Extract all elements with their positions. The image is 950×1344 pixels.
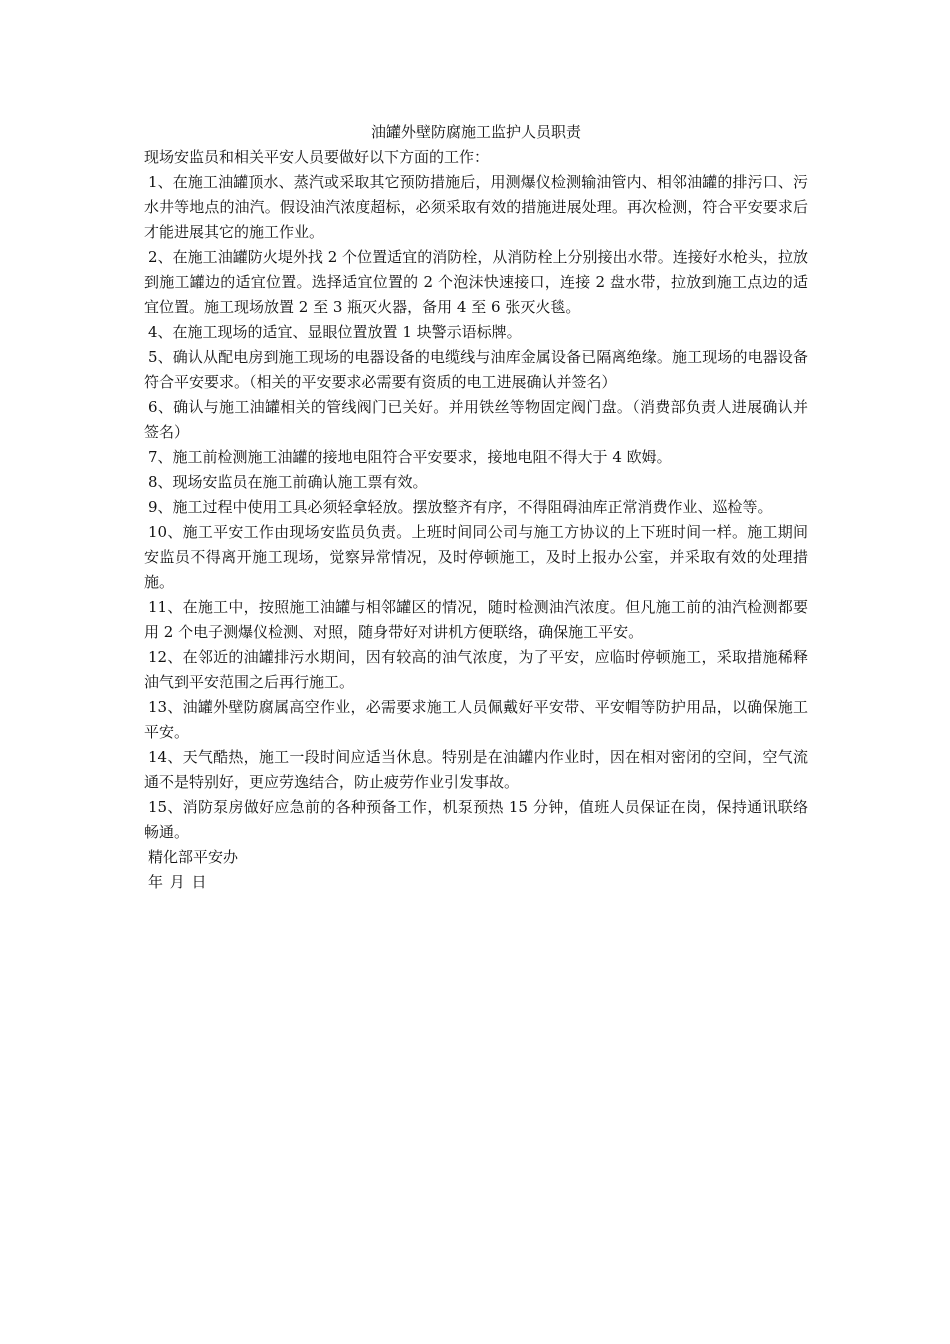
duty-item-15: 15、消防泵房做好应急前的各种预备工作，机泵预热 15 分钟，值班人员保证在岗，保持通讯联络畅通。 (144, 798, 808, 841)
duty-item-5: 5、确认从配电房到施工现场的电器设备的电缆线与油库金属设备已隔离绝缘。施工现场的电器设备符合平安要求。（相关的平安要求必需要有资质的电工进展确认并签名） (144, 348, 808, 391)
document-intro: 现场安监员和相关平安人员要做好以下方面的工作： (144, 148, 490, 166)
duty-item-8: 8、现场安监员在施工前确认施工票有效。 (148, 473, 428, 491)
duty-item-13: 13、油罐外壁防腐属高空作业，必需要求施工人员佩戴好平安带、平安帽等防护用品，以确保施工平安。 (144, 698, 808, 741)
document-title: 油罐外壁防腐施工监护人员职责 (370, 123, 581, 141)
duty-item-11: 11、在施工中，按照施工油罐与相邻罐区的情况，随时检测油汽浓度。但凡施工前的油汽检测都要用 2 个电子测爆仪检测、对照，随身带好对讲机方便联络，确保施工平安。 (144, 598, 808, 641)
duty-item-12: 12、在邻近的油罐排污水期间，因有较高的油气浓度，为了平安，应临时停顿施工，采取措施稀释油气到平安范围之后再行施工。 (144, 648, 808, 691)
date-line: 年 月 日 (148, 873, 207, 891)
duty-item-9: 9、施工过程中使用工具必须轻拿轻放。摆放整齐有序，不得阻碍油库正常消费作业、巡检等。 (148, 498, 773, 516)
document-page (144, 120, 808, 895)
duty-item-14: 14、天气酷热，施工一段时间应适当休息。特别是在油罐内作业时，因在相对密闭的空间，空气流通不是特别好，更应劳逸结合，防止疲劳作业引发事故。 (144, 748, 808, 791)
duty-item-4: 4、在施工现场的适宜、显眼位置放置 1 块警示语标牌。 (148, 323, 522, 341)
duty-item-7: 7、施工前检测施工油罐的接地电阻符合平安要求，接地电阻不得大于 4 欧姆。 (148, 448, 672, 466)
duty-item-1: 1、在施工油罐顶水、蒸汽或采取其它预防措施后，用测爆仪检测输油管内、相邻油罐的排污口、污水井等地点的油汽。假设油汽浓度超标，必须采取有效的措施进展处理。再次检测，符合平安要求后才能进展其它的施工作业。 (144, 173, 808, 241)
duty-item-6: 6、确认与施工油罐相关的管线阀门已关好。并用铁丝等物固定阀门盘。（消费部负责人进展确认并签名） (144, 398, 808, 441)
duty-item-2: 2、在施工油罐防火堤外找 2 个位置适宜的消防栓，从消防栓上分别接出水带。连接好水枪头，拉放到施工罐边的适宜位置。选择适宜位置的 2 个泡沫快速接口，连接 2 盘水带，拉放到施工点边的适宜位置。施工现场放置 2 至 3 瓶灭火器，备用 4 至 6 张灭火毯。 (144, 248, 808, 316)
signature: 精化部平安办 (148, 848, 239, 866)
duty-item-10: 10、施工平安工作由现场安监员负责。上班时间同公司与施工方协议的上下班时间一样。施工期间安监员不得离开施工现场，觉察异常情况，及时停顿施工，及时上报办公室，并采取有效的处理措施。 (144, 523, 808, 591)
